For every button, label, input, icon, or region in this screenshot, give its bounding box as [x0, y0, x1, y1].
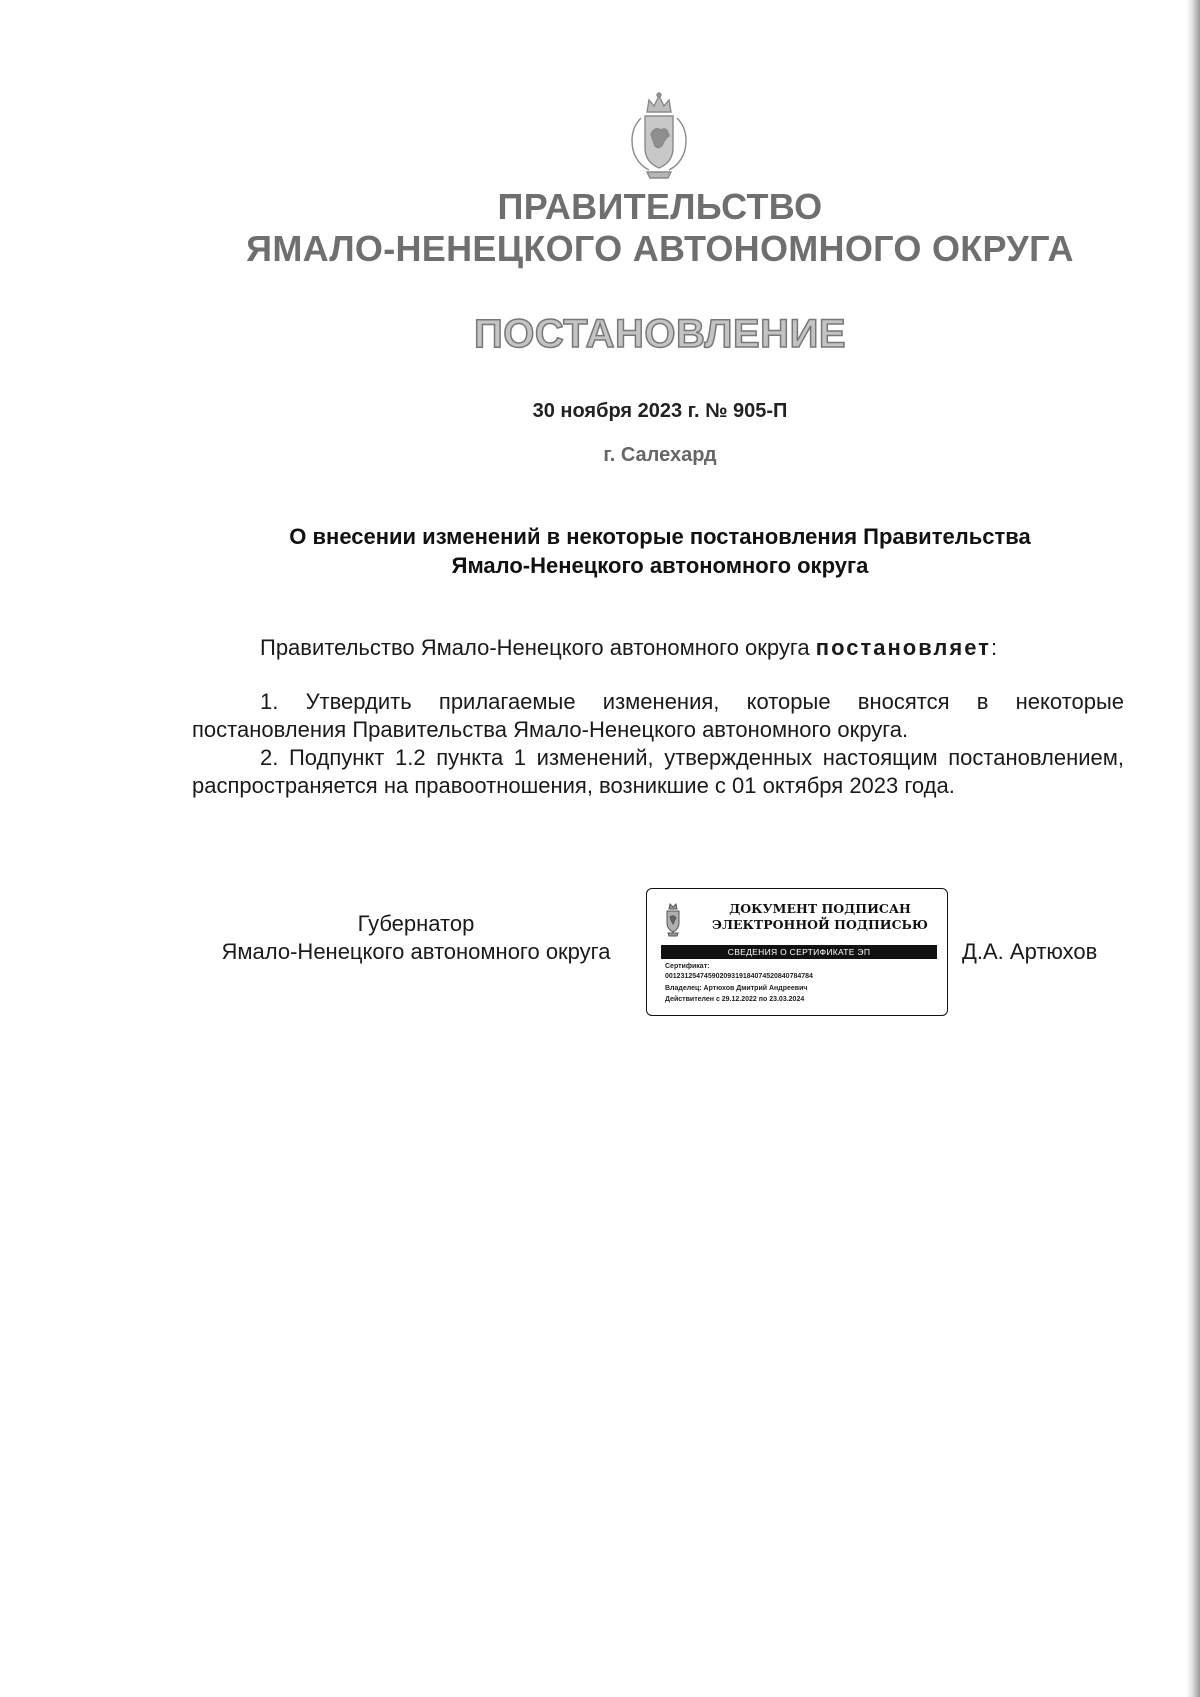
- stamp-cert-label: Сертификат:: [665, 963, 710, 970]
- stamp-title: [709, 901, 931, 933]
- stamp-title-line1: ДОКУМЕНТ ПОДПИСАН: [729, 901, 911, 916]
- stamp-emblem-icon: [661, 901, 685, 937]
- signer-position-line2: Ямало-Ненецкого автономного округа: [221, 939, 611, 964]
- signer-name: Д.А. Артюхов: [962, 939, 1098, 964]
- preamble-text: Правительство Ямало-Ненецкого автономного округа: [260, 635, 816, 660]
- paragraph-item-2: 2. Подпункт 1.2 пункта 1 изменений, утвержденных настоящим постановлением, распространяется на правоотношения, возникшие с 01 октября 2023 года.: [192, 745, 1124, 798]
- signer-position: [192, 910, 640, 966]
- signer-position-line1: Губернатор: [357, 911, 475, 936]
- stamp-cert-number: 00123125474590209319184074520840784784: [665, 973, 813, 980]
- stamp-certificate-bar: СВЕДЕНИЯ О СЕРТИФИКАТЕ ЭП: [661, 945, 937, 959]
- document-type-title: ПОСТАНОВЛЕНИЕ: [473, 312, 846, 356]
- stamp-title-line2: ЭЛЕКТРОННОЙ ПОДПИСЬЮ: [712, 917, 928, 932]
- preamble-keyword: постановляет: [815, 635, 991, 660]
- government-name-line2: ЯМАЛО-НЕНЕЦКОГО АВТОНОМНОГО ОКРУГА: [246, 228, 1074, 269]
- paragraph-item-1: 1. Утвердить прилагаемые изменения, которые вносятся в некоторые постановления Правительства Ямало-Ненецкого автономного округа.: [192, 689, 1124, 742]
- subject-line1: О внесении изменений в некоторые постановления Правительства: [289, 524, 1031, 549]
- document-subject: [0, 522, 1200, 580]
- coat-of-arms-emblem: [619, 90, 699, 184]
- document-city: г. Салехард: [603, 444, 717, 466]
- subject-line2: Ямало-Ненецкого автономного округа: [451, 553, 869, 578]
- document-date-number: 30 ноября 2023 г. № 905-П: [532, 400, 788, 422]
- electronic-signature-stamp: [646, 888, 948, 1016]
- stamp-owner: Владелец: Артюхов Дмитрий Андреевич: [665, 985, 808, 992]
- stamp-validity: Действителен с 29.12.2022 по 23.03.2024: [665, 996, 805, 1003]
- preamble-paragraph: [192, 634, 1124, 662]
- government-name-line1: ПРАВИТЕЛЬСТВО: [497, 186, 823, 227]
- preamble-colon: :: [990, 635, 998, 660]
